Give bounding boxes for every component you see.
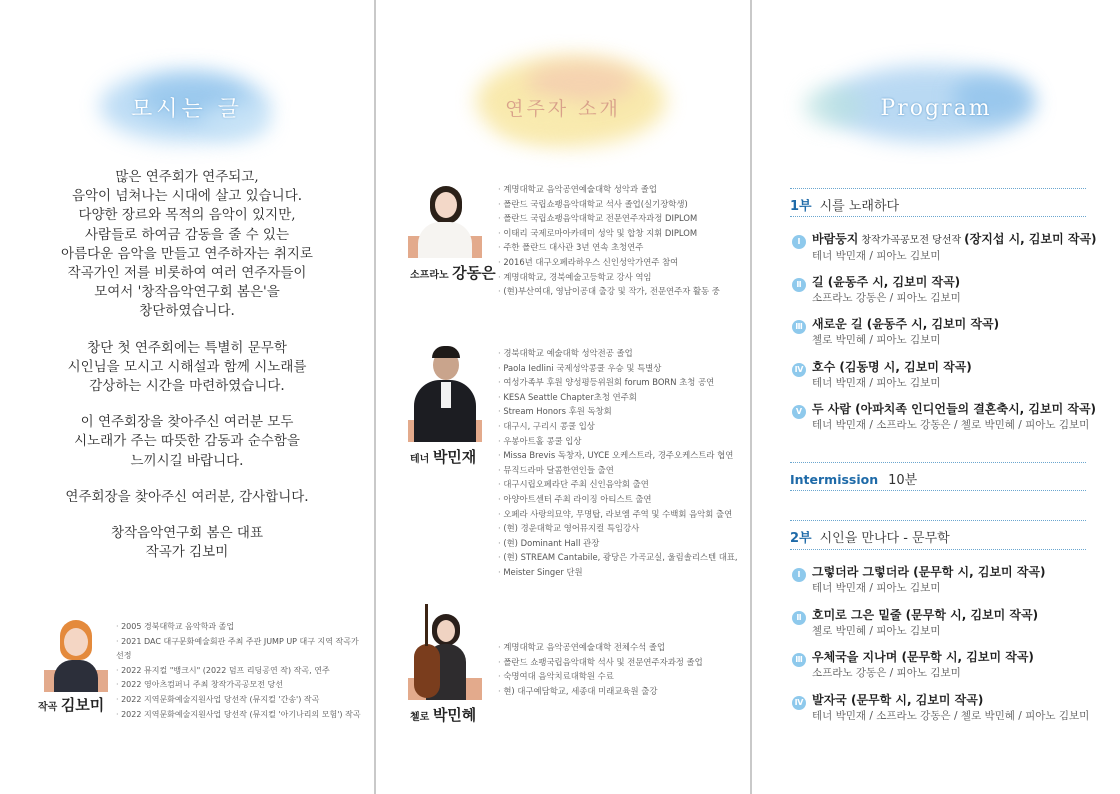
part1-title: 시를 노래하다 [819, 199, 900, 214]
tenor-caption [410, 446, 476, 467]
piece-performers: 테너 박민재 / 피아노 김보미 [812, 250, 941, 262]
program-panel [752, 0, 1120, 794]
piece-title: 발자국 (문무학 시, 김보미 작곡) [812, 692, 984, 707]
divider [790, 520, 1086, 521]
bio-item: · (현) 경운대학교 영어뮤지컬 특임강사 [498, 521, 738, 536]
divider [790, 490, 1086, 491]
piece-title: 두 사람 (아파치족 인디언들의 결혼축시, 김보미 작곡) [812, 402, 1097, 416]
bio-item: · Meister Singer 단원 [498, 565, 738, 580]
letter-line: 감상하는 시간을 마련하였습니다. [89, 378, 285, 395]
letter-line: 사람들로 하여금 감동을 줄 수 있는 [84, 226, 290, 243]
composer-photo [44, 616, 108, 692]
greeting-letter [20, 168, 354, 579]
bio-item: · 대구시, 구리시 콩쿨 입상 [498, 419, 738, 434]
program-heading: Program [880, 96, 992, 121]
bio-item: · 2005 경북대학교 음악학과 졸업 [116, 620, 366, 635]
part2-list [790, 564, 1090, 734]
letter-line: 시노래가 주는 따뜻한 감동과 순수함을 [74, 433, 300, 450]
cellist-role: 첼로 [410, 712, 430, 723]
letter-line: 모여서 '창작음악연구회 봄은'을 [94, 284, 280, 301]
letter-line: 창작음악연구회 봄은 대표 [110, 525, 264, 542]
piece-name: 바람둥지 [812, 232, 859, 246]
piece-performers: 테너 박민재 / 소프라노 강동은 / 첼로 박민혜 / 피아노 김보미 [812, 419, 1090, 431]
piece-performers: 소프라노 강동은 / 피아노 김보미 [812, 667, 961, 679]
bio-item: · 2021 DAC 대구문화예술회관 주최 주관 JUMP UP 대구 지역 작곡가 선정 [116, 635, 366, 664]
roman-numeral-badge: Ⅴ [792, 405, 806, 419]
piece-title [812, 231, 1097, 249]
tenor-bio [498, 346, 738, 580]
roman-numeral-badge: Ⅲ [792, 320, 806, 334]
bio-item: · 계명대학교 음악공연예술대학 전체수석 졸업 [498, 640, 738, 655]
composer-bio [116, 620, 366, 722]
intermission-duration: 10분 [888, 473, 918, 488]
divider [790, 549, 1086, 550]
program-item [790, 607, 1090, 650]
bio-item: · 계명대학교, 경북예술고등학교 강사 역임 [498, 270, 738, 285]
bio-item: · 뮤직드라마 달콤한연인들 출연 [498, 463, 738, 478]
letter-line: 창단하였습니다. [139, 303, 235, 320]
piece-title: 그렇더라 그렇더라 (문무학 시, 김보미 작곡) [812, 565, 1046, 579]
bio-item: · (현) Dominant Hall 관장 [498, 536, 738, 551]
piece-performers: 첼로 박민혜 / 피아노 김보미 [812, 334, 941, 346]
letter-line: 음악이 넘쳐나는 시대에 살고 있습니다. [71, 188, 303, 205]
bio-item: · 2022 뮤지컬 "뱅크시" (2022 덤프 리딩공연 작) 작곡, 연주 [116, 664, 366, 679]
bio-item: · 아양아트센터 주최 라이징 아티스트 출연 [498, 492, 738, 507]
performers-heading: 연주자 소개 [505, 98, 621, 120]
roman-numeral-badge: Ⅳ [792, 696, 806, 710]
piece-performers: 소프라노 강동은 / 피아노 김보미 [812, 291, 961, 304]
letter-line: 이 연주회장을 찾아주신 여러분 모두 [80, 414, 294, 431]
cellist-caption [410, 704, 476, 725]
bio-item: · 오페라 사랑의묘약, 무명탑, 라보엠 주역 및 수백회 음악회 출연 [498, 507, 738, 522]
bio-item: · 2022 지역문화예술지원사업 당선작 (뮤지컬 '간송') 작곡 [116, 693, 366, 708]
part2-tag: 2부 [790, 531, 812, 546]
letter-paragraph [20, 168, 354, 322]
roman-numeral-badge: Ⅰ [792, 568, 806, 582]
part1-tag: 1부 [790, 199, 812, 214]
bio-item: · 폴란드 쇼팽국립음악대학 석사 및 전문연주자과정 졸업 [498, 655, 738, 670]
greeting-heading: 모시는 글 [130, 97, 243, 122]
program-item [790, 231, 1097, 274]
program-item [790, 316, 1090, 359]
program-item [790, 564, 1090, 607]
bio-item: · 대구시립오페라단 주최 신인음악회 출연 [498, 477, 738, 492]
piece-title: 우체국을 지나며 (문무학 시, 김보미 작곡) [812, 650, 1034, 664]
piece-title: 길 (윤동주 시, 김보미 작곡) [812, 274, 961, 289]
bio-item: · Paola Iedlini 국제성악콩쿨 우승 및 특별상 [498, 361, 738, 376]
bio-item: · 2016년 대구오페라하우스 신인성악가연주 참여 [498, 255, 738, 270]
program-item [790, 359, 1090, 402]
part1-header [790, 195, 1082, 214]
program-item [790, 274, 1090, 317]
piece-note: 창작가곡공모전 당선작 [861, 235, 962, 246]
bio-item: · 현) 대구예담학교, 세종대 미래교육원 출강 [498, 684, 738, 699]
bio-item: · (현) STREAM Cantabile, 광당은 가곡교실, 울림솔리스텐 대표, [498, 550, 738, 565]
part1-list [790, 231, 1097, 444]
composer-name: 김보미 [60, 696, 105, 714]
bio-item: · 여성가족부 후원 양성평등위원회 forum BORN 초청 공연 [498, 375, 738, 390]
roman-numeral-badge: Ⅱ [792, 611, 806, 625]
letter-line: 다양한 장르와 목적의 음악이 있지만, [78, 207, 296, 224]
part2-header [790, 527, 1082, 546]
bio-item: · 경북대학교 예술대학 성악전공 졸업 [498, 346, 738, 361]
tenor-name: 박민재 [432, 448, 477, 466]
piece-performers: 테너 박민재 / 피아노 김보미 [812, 582, 941, 594]
letter-line: 시인님을 모시고 시해설과 함께 시노래를 [67, 358, 307, 375]
letter-line: 연주회장을 찾아주신 여러분, 감사합니다. [65, 488, 309, 505]
intermission-label: Intermission [790, 472, 879, 487]
greeting-panel [0, 0, 374, 794]
bio-item: · Missa Brevis 독창자, UYCE 오케스트라, 경주오케스트라 협연 [498, 448, 738, 463]
soprano-caption [410, 262, 496, 283]
program-item [790, 401, 1097, 444]
bio-item: · 주한 폴란드 대사관 3년 연속 초청연주 [498, 240, 738, 255]
letter-line: 창단 첫 연주회에는 특별히 문무학 [87, 339, 287, 356]
bio-item: · 계명대학교 음악공연예술대학 성악과 졸업 [498, 182, 738, 197]
composer-role: 작곡 [38, 702, 58, 713]
piece-performers: 첼로 박민혜 / 피아노 김보미 [812, 624, 941, 637]
piece-title: 새로운 길 (윤동주 시, 김보미 작곡) [812, 317, 1000, 331]
bio-item: · 숙명여대 음악치료대학원 수료 [498, 669, 738, 684]
roman-numeral-badge: Ⅰ [792, 235, 806, 249]
performers-panel [376, 0, 750, 794]
part2-title: 시인을 만나다 - 문무학 [819, 531, 950, 546]
letter-paragraph [20, 524, 354, 562]
roman-numeral-badge: Ⅲ [792, 653, 806, 667]
soprano-bio [498, 182, 738, 299]
bio-item: · Stream Honors 후원 독창회 [498, 404, 738, 419]
piece-performers: 테너 박민재 / 피아노 김보미 [812, 376, 941, 389]
cellist-name: 박민혜 [432, 706, 477, 724]
letter-paragraph [20, 413, 354, 471]
divider [790, 462, 1086, 463]
letter-line: 아름다운 음악을 만들고 연주하자는 취지로 [61, 245, 313, 262]
tenor-role: 테너 [410, 454, 430, 465]
piece-performers: 테너 박민재 / 소프라노 강동은 / 첼로 박민혜 / 피아노 김보미 [812, 709, 1090, 722]
letter-line: 작곡가인 저를 비롯하여 여러 연주자들이 [67, 265, 307, 282]
bio-item: · 폴란드 국립쇼팽음악대학교 전문연주자과정 DIPLOM [498, 211, 738, 226]
soprano-role: 소프라노 [410, 270, 449, 281]
bio-item: · 우봉아트홀 콩쿨 입상 [498, 434, 738, 449]
cellist-bio [498, 640, 738, 698]
program-item [790, 649, 1090, 692]
bio-item: · (현)부산여대, 영남이공대 출강 및 작가, 전문연주자 활동 중 [498, 284, 738, 299]
letter-line: 많은 연주회가 연주되고, [115, 169, 259, 185]
composer-caption [38, 694, 104, 715]
piece-title: 호미로 그은 밑줄 (문무학 시, 김보미 작곡) [812, 607, 1039, 622]
roman-numeral-badge: Ⅱ [792, 278, 806, 292]
soprano-photo [408, 182, 482, 258]
program-item [790, 692, 1090, 735]
bio-item: · KESA Seattle Chapter초청 연주회 [498, 390, 738, 405]
letter-paragraph [20, 488, 354, 507]
bio-item: · 이태리 국제로마아카데미 성악 및 합창 지휘 DIPLOM [498, 226, 738, 241]
bio-item: · 2022 영아츠컴퍼니 주최 창작가곡공모전 당선 [116, 678, 366, 693]
intermission [790, 469, 1082, 488]
piece-title: 호수 (김동명 시, 김보미 작곡) [812, 359, 972, 374]
soprano-name: 강동은 [452, 264, 496, 282]
tenor-photo [408, 346, 482, 442]
bio-item: · 2022 지역문화예술지원사업 당선작 (뮤지컬 '아기나리의 모험') 작곡 [116, 708, 366, 723]
bio-item: · 폴란드 국립쇼팽음악대학교 석사 졸업(실기장학생) [498, 197, 738, 212]
piece-credit: (장지섭 시, 김보미 작곡) [964, 232, 1097, 246]
roman-numeral-badge: Ⅳ [792, 363, 806, 377]
cellist-photo [408, 604, 482, 700]
divider [790, 188, 1086, 189]
letter-line: 느끼시길 바랍니다. [130, 452, 244, 469]
divider [790, 216, 1086, 217]
letter-line: 작곡가 김보미 [145, 544, 229, 561]
letter-paragraph [20, 339, 354, 397]
